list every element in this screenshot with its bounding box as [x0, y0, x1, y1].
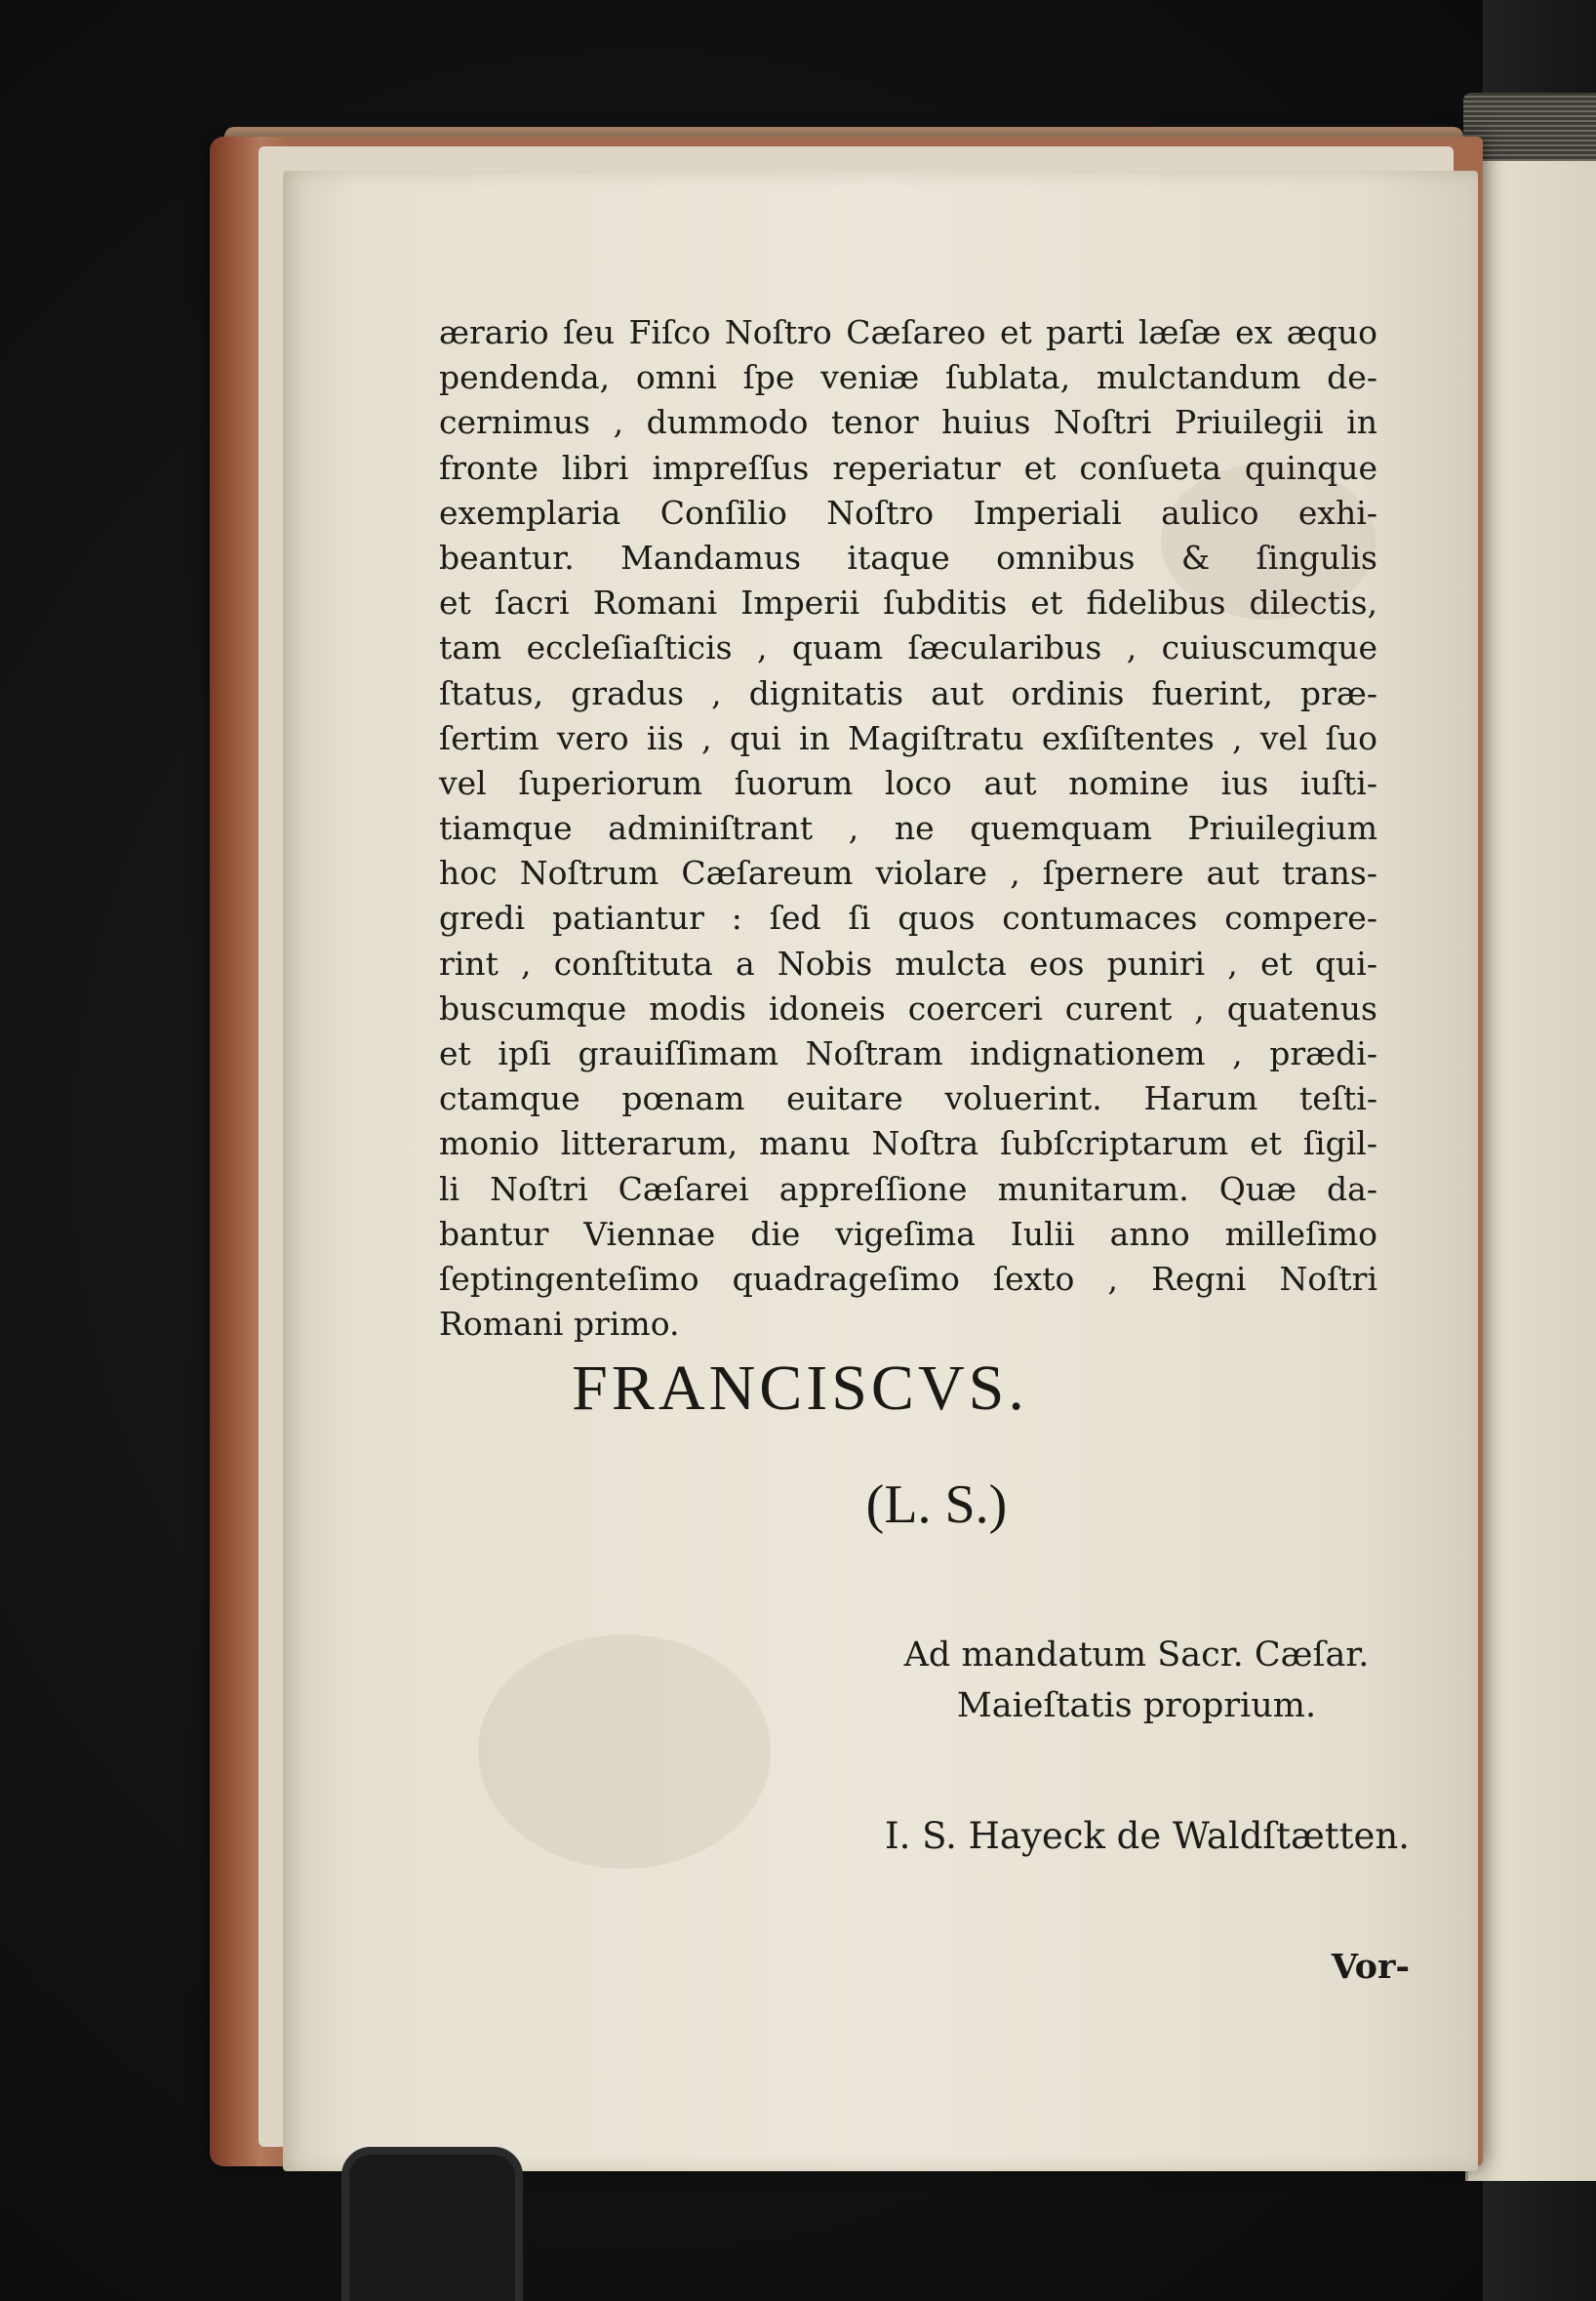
- mandate-note: [868, 1630, 1405, 1731]
- text-line: Romani primo.: [439, 1305, 680, 1344]
- text-line: ſeptingenteſimo quadrageſimo ſexto , Regni Noſtri: [439, 1259, 1377, 1298]
- text-line: et ſacri Romani Imperii ſubditis et fidelibus dilectis,: [439, 584, 1377, 623]
- text-line: bantur Viennae die vigeſima Iulii anno milleſimo: [439, 1214, 1377, 1253]
- text-line: beantur. Mandamus itaque omnibus & ſingulis: [439, 538, 1377, 577]
- text-line: ſertim vero iis , qui in Magiſtratu exſiſtentes , vel ſuo: [439, 718, 1377, 757]
- seal-mark: (L. S.): [865, 1474, 1008, 1535]
- text-line: et ipſi grauiſſimam Noſtram indignationem , prædi-: [439, 1034, 1377, 1072]
- paper-stain: [478, 1635, 771, 1869]
- facing-page: [1465, 161, 1596, 2181]
- page-edges: [1463, 93, 1596, 166]
- catchword: Vor-: [1331, 1947, 1410, 1987]
- text-line: ærario ſeu Fiſco Noſtro Cæſareo et parti læſæ ex æquo: [439, 313, 1377, 351]
- mandate-line: Maieſtatis proprium.: [956, 1686, 1317, 1725]
- emperor-signature: FRANCISCVS.: [572, 1352, 1028, 1424]
- mandate-line: Ad mandatum Sacr. Cæſar.: [903, 1635, 1370, 1675]
- text-line: hoc Noſtrum Cæſareum violare , ſpernere aut trans-: [439, 854, 1377, 893]
- main-text: [439, 310, 1377, 1347]
- page-clip: [341, 2147, 523, 2301]
- text-line: exemplaria Conſilio Noſtro Imperiali aulico exhi-: [439, 493, 1377, 532]
- text-line: tam eccleſiaſticis , quam ſæcularibus , cuiuscumque: [439, 628, 1377, 667]
- text-line: fronte libri impreſſus reperiatur et conſueta quinque: [439, 448, 1377, 487]
- secretary-signature: I. S. Hayeck de Waldſtætten.: [884, 1815, 1410, 1857]
- text-line: tiamque adminiſtrant , ne quemquam Priuilegium: [439, 809, 1377, 848]
- text-line: ſtatus, gradus , dignitatis aut ordinis fuerint, præ-: [439, 673, 1377, 712]
- text-line: cernimus , dummodo tenor huius Noſtri Priuilegii in: [439, 403, 1377, 442]
- text-line: monio litterarum, manu Noſtra ſubſcriptarum et ſigil-: [439, 1124, 1377, 1163]
- text-line: gredi patiantur : ſed ſi quos contumaces compere-: [439, 899, 1377, 938]
- text-line: vel ſuperiorum ſuorum loco aut nomine ius iuſti-: [439, 763, 1377, 802]
- text-line: rint , conſtituta a Nobis mulcta eos puniri , et qui-: [439, 944, 1377, 983]
- text-line: ctamque pœnam euitare voluerint. Harum teſti-: [439, 1079, 1377, 1118]
- text-line: buscumque modis idoneis coerceri curent , quatenus: [439, 989, 1377, 1028]
- text-line: li Noſtri Cæſarei appreſſione munitarum. Quæ da-: [439, 1169, 1377, 1208]
- text-line: pendenda, omni ſpe veniæ ſublata, mulctandum de-: [439, 358, 1377, 397]
